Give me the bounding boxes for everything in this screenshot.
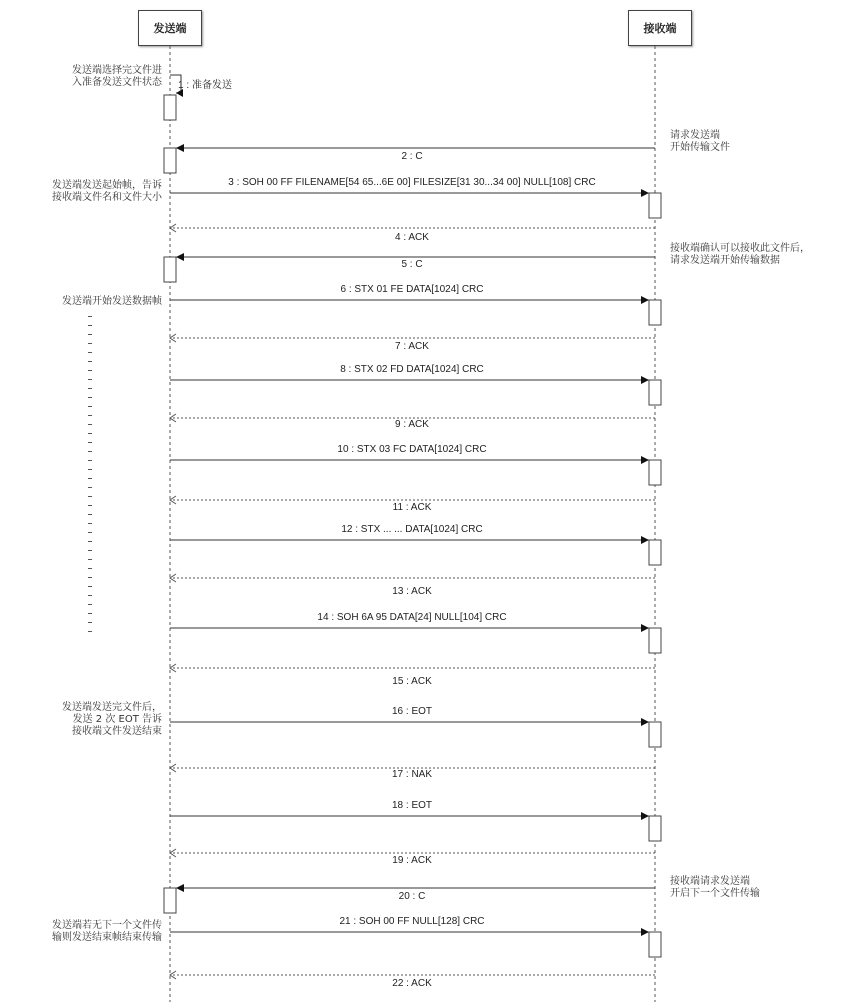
arrowhead-icon xyxy=(176,253,184,261)
message-label: 8 : STX 02 FD DATA[1024] CRC xyxy=(340,364,484,375)
note-line: 发送 2 次 EOT 告诉 xyxy=(72,714,162,725)
activation-bar xyxy=(649,816,661,841)
message-label: 10 : STX 03 FC DATA[1024] CRC xyxy=(337,444,487,455)
message-label: 4 : ACK xyxy=(395,232,429,243)
message-label: 11 : ACK xyxy=(392,502,432,513)
note xyxy=(62,702,162,738)
message-label: 6 : STX 01 FE DATA[1024] CRC xyxy=(340,284,484,295)
note xyxy=(670,130,730,154)
arrowhead-icon xyxy=(641,296,649,304)
note-line: 接收端文件发送结束 xyxy=(72,726,162,737)
message-label: 12 : STX ... ... DATA[1024] CRC xyxy=(341,524,483,535)
message-label: 5 : C xyxy=(401,259,423,270)
activation-bar xyxy=(164,95,176,120)
actor-receiver: 接收端 xyxy=(628,10,692,46)
message-label: 1 : 准备发送 xyxy=(178,80,232,91)
message-label: 13 : ACK xyxy=(392,586,432,597)
activation-bar xyxy=(649,460,661,485)
continuation-dashes xyxy=(88,316,92,634)
note xyxy=(670,876,760,900)
message-label: 15 : ACK xyxy=(392,676,432,687)
note-line: 请求发送端 xyxy=(670,130,720,141)
note xyxy=(670,243,810,267)
note-line: 发送端发送完文件后， xyxy=(62,702,162,713)
activation-bar xyxy=(164,148,176,173)
arrowhead-icon xyxy=(641,376,649,384)
note xyxy=(52,180,162,204)
activation-bar xyxy=(649,932,661,957)
message-label: 22 : ACK xyxy=(392,978,432,989)
message-label: 19 : ACK xyxy=(392,855,432,866)
arrowhead-icon xyxy=(176,144,184,152)
note-line: 入准备发送文件状态 xyxy=(72,77,162,88)
note-line: 接收端确认可以接收此文件后， xyxy=(670,243,810,254)
activation-bar xyxy=(649,628,661,653)
note-line: 输则发送结束帧结束传输 xyxy=(52,932,162,943)
note-line: 请求发送端开始传输数据 xyxy=(670,255,780,266)
actor-sender: 发送端 xyxy=(138,10,202,46)
activation-bar xyxy=(164,257,176,282)
arrowhead-icon xyxy=(641,812,649,820)
message-label: 14 : SOH 6A 95 DATA[24] NULL[104] CRC xyxy=(317,612,507,623)
message-label: 21 : SOH 00 FF NULL[128] CRC xyxy=(339,916,485,927)
arrowhead-icon xyxy=(641,536,649,544)
note-line: 接收端请求发送端 xyxy=(670,876,750,887)
activation-bar xyxy=(649,193,661,218)
note-line: 发送端选择完文件进 xyxy=(72,65,162,76)
message-label: 2 : C xyxy=(401,151,423,162)
message-label: 7 : ACK xyxy=(395,341,429,352)
activation-bar xyxy=(649,540,661,565)
note-line: 发送端发送起始帧，告诉 xyxy=(52,180,162,191)
arrowhead-icon xyxy=(641,456,649,464)
message-label: 20 : C xyxy=(398,891,426,902)
arrowhead-icon xyxy=(641,718,649,726)
arrowhead-icon xyxy=(641,624,649,632)
activation-bar xyxy=(164,888,176,913)
note xyxy=(62,296,162,308)
arrowhead-icon xyxy=(641,189,649,197)
note-line: 开启下一个文件传输 xyxy=(670,888,760,899)
activation-bar xyxy=(649,722,661,747)
activation-bar xyxy=(649,380,661,405)
note xyxy=(72,65,162,89)
note-line: 开始传输文件 xyxy=(670,142,730,153)
message-label: 16 : EOT xyxy=(391,706,433,717)
message-label: 9 : ACK xyxy=(395,419,429,430)
note-line: 接收端文件名和文件大小 xyxy=(52,192,162,203)
note xyxy=(52,920,162,944)
note-line: 发送端若无下一个文件传 xyxy=(52,920,162,931)
arrowhead-icon xyxy=(176,884,184,892)
message-label: 3 : SOH 00 FF FILENAME[54 65...6E 00] FILESIZE[31 30...34 00] NULL[108] CRC xyxy=(228,177,596,188)
message-label: 17 : NAK xyxy=(391,769,433,780)
arrowhead-icon xyxy=(641,928,649,936)
activation-bar xyxy=(649,300,661,325)
note-line: 发送端开始发送数据帧 xyxy=(62,296,162,307)
message-label: 18 : EOT xyxy=(391,800,433,811)
